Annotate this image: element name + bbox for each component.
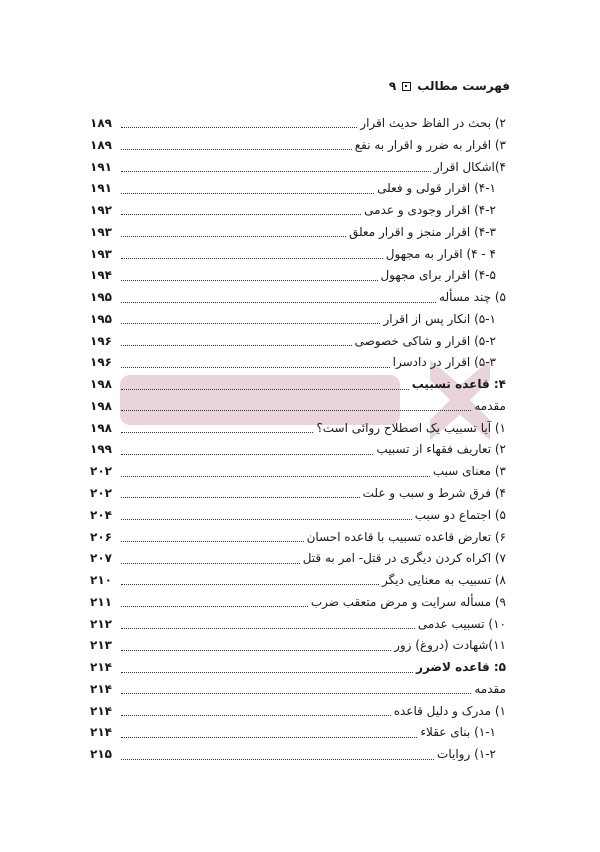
dot-leader bbox=[121, 236, 346, 237]
toc-entry-title: ۵-۳) اقرار در دادسرا bbox=[392, 355, 496, 370]
toc-entry-page: ۱۹۱ bbox=[90, 181, 112, 196]
dot-leader bbox=[121, 171, 431, 172]
toc-entry-page: ۱۹۸ bbox=[90, 420, 112, 435]
dot-leader bbox=[121, 541, 304, 542]
toc-entry-page: ۱۹۴ bbox=[90, 268, 112, 283]
toc-entry[interactable] bbox=[90, 701, 506, 723]
toc-entry[interactable] bbox=[90, 396, 506, 418]
toc-entry-page: ۲۰۷ bbox=[90, 551, 112, 566]
toc-entry-page: ۱۸۹ bbox=[90, 137, 112, 152]
dot-leader bbox=[121, 672, 413, 673]
toc-entry-title: ۴: قاعده تسبیب bbox=[411, 377, 506, 392]
toc-entry-title: ۵) چند مسأله bbox=[439, 290, 506, 305]
toc-entry[interactable] bbox=[90, 657, 506, 679]
toc-entry[interactable] bbox=[90, 418, 506, 440]
toc-entry-page: ۱۹۶ bbox=[90, 355, 112, 370]
toc-entry-page: ۱۹۳ bbox=[90, 246, 112, 261]
toc-entry[interactable] bbox=[90, 200, 506, 222]
toc-entry-page: ۱۹۸ bbox=[90, 398, 112, 413]
toc-entry-page: ۱۸۹ bbox=[90, 116, 112, 130]
toc-entry[interactable] bbox=[90, 592, 506, 614]
toc-entry-title: ۵) اجتماع دو سبب bbox=[414, 507, 506, 522]
toc-entry-title: ۴) فرق شرط و سبب و علت bbox=[362, 486, 506, 501]
toc-entry[interactable] bbox=[90, 505, 506, 527]
toc-entry-title: ۱) آیا تسبیب یک اصطلاح روائی است؟ bbox=[316, 420, 506, 435]
dot-leader bbox=[121, 258, 383, 259]
toc-entry-title: ۴ - ۴) اقرار به مجهول bbox=[385, 246, 496, 261]
toc-entry-title: ۵-۲) اقرار و شاکی خصوصی bbox=[354, 333, 496, 348]
toc-entry-title: ۳) اقرار به ضرر و اقرار به نفع bbox=[354, 137, 506, 152]
toc-entry[interactable] bbox=[90, 113, 506, 135]
toc-entry-title: ۵-۱) انکار پس از اقرار bbox=[383, 311, 496, 326]
toc-entry[interactable] bbox=[90, 744, 506, 766]
dot-leader bbox=[121, 389, 409, 390]
toc-entry-page: ۱۹۵ bbox=[90, 311, 112, 326]
toc-entry-page: ۲۱۴ bbox=[90, 681, 112, 696]
toc-entry-title: ۱۰) تسبیب عدمی bbox=[417, 616, 506, 631]
toc-entry-page: ۲۱۲ bbox=[90, 616, 112, 631]
toc-entry-page: ۲۱۴ bbox=[90, 660, 112, 675]
dot-leader bbox=[121, 193, 374, 194]
toc-entry-page: ۲۰۶ bbox=[90, 529, 112, 544]
toc-entry-page: ۲۱۵ bbox=[90, 747, 112, 762]
toc-entry-page: ۱۹۹ bbox=[90, 442, 112, 457]
toc-entry-title: مقدمه bbox=[474, 398, 506, 413]
toc-entry[interactable] bbox=[90, 352, 506, 374]
square-ornament-icon bbox=[402, 82, 411, 91]
toc-entry-page: ۲۱۰ bbox=[90, 573, 112, 588]
dot-leader bbox=[121, 432, 313, 433]
dot-leader bbox=[121, 345, 352, 346]
toc-entry-page: ۲۱۴ bbox=[90, 725, 112, 740]
toc-entry[interactable] bbox=[90, 570, 506, 592]
toc-entry[interactable] bbox=[90, 157, 506, 179]
toc-entry-page: ۱۹۶ bbox=[90, 333, 112, 348]
toc-entry-title: ۸) تسبیب به معنایی دیگر bbox=[381, 573, 506, 588]
toc-entry[interactable] bbox=[90, 265, 506, 287]
dot-leader bbox=[121, 737, 417, 738]
toc-entry-page: ۱۹۸ bbox=[90, 377, 112, 392]
toc-entry-title: ۱-۱) بنای عقلاء bbox=[420, 725, 496, 740]
dot-leader bbox=[121, 759, 434, 760]
toc-entry[interactable] bbox=[90, 222, 506, 244]
toc-entry[interactable] bbox=[90, 722, 506, 744]
toc-entry-title: ۱-۲) روایات bbox=[437, 747, 496, 762]
toc-entry[interactable] bbox=[90, 309, 506, 331]
toc-entry-title: ۴-۱) اقرار قولی و فعلی bbox=[377, 181, 496, 196]
dot-leader bbox=[121, 497, 360, 498]
dot-leader bbox=[121, 367, 390, 368]
dot-leader bbox=[121, 563, 300, 564]
toc-entry-page: ۲۰۴ bbox=[90, 507, 112, 522]
toc-entry-page: ۲۱۱ bbox=[90, 594, 112, 609]
dot-leader bbox=[121, 519, 412, 520]
dot-leader bbox=[121, 323, 380, 324]
dot-leader bbox=[121, 693, 471, 694]
toc-entry[interactable] bbox=[90, 548, 506, 570]
dot-leader bbox=[121, 410, 471, 411]
page-header bbox=[389, 79, 510, 93]
header-page-number: ۹ bbox=[388, 79, 397, 93]
toc-entry-page: ۲۰۲ bbox=[90, 486, 112, 501]
toc-entry-title: ۴)اشکال اقرار bbox=[433, 159, 506, 174]
table-of-contents bbox=[90, 113, 506, 766]
toc-entry-page: ۲۱۴ bbox=[90, 703, 112, 718]
toc-entry-title: ۳) معنای سبب bbox=[432, 464, 506, 479]
header-title: فهرست مطالب bbox=[417, 79, 510, 93]
dot-leader bbox=[121, 454, 373, 455]
toc-entry-title: ۴-۵) اقرار برای مجهول bbox=[380, 268, 496, 283]
toc-entry[interactable] bbox=[90, 679, 506, 701]
toc-entry[interactable] bbox=[90, 483, 506, 505]
toc-entry-title: ۲) بحث در الفاظ حدیث اقرار bbox=[360, 116, 506, 130]
toc-entry[interactable] bbox=[90, 635, 506, 657]
toc-entry-page: ۲۱۳ bbox=[90, 638, 112, 653]
toc-entry-title: ۲) تعاریف فقهاء از تسبیب bbox=[376, 442, 506, 457]
dot-leader bbox=[121, 715, 391, 716]
toc-entry-title: ۴-۳) اقرار منجز و اقرار معلق bbox=[348, 224, 496, 239]
toc-entry-title: مقدمه bbox=[474, 681, 506, 696]
dot-leader bbox=[121, 280, 378, 281]
dot-leader bbox=[121, 628, 415, 629]
toc-entry-title: ۱) مدرک و دلیل قاعده bbox=[393, 703, 506, 718]
toc-entry[interactable] bbox=[90, 244, 506, 266]
dot-leader bbox=[121, 214, 361, 215]
toc-entry-title: ۵: قاعده لاضرر bbox=[416, 660, 506, 675]
dot-leader bbox=[121, 606, 308, 607]
toc-entry[interactable] bbox=[90, 178, 506, 200]
toc-entry[interactable] bbox=[90, 287, 506, 309]
toc-entry-title: ۱۱)شهادت (دروغ) زور bbox=[394, 638, 506, 653]
dot-leader bbox=[121, 650, 391, 651]
toc-entry[interactable] bbox=[90, 439, 506, 461]
toc-entry[interactable] bbox=[90, 614, 506, 636]
toc-entry[interactable] bbox=[90, 527, 506, 549]
dot-leader bbox=[121, 476, 430, 477]
toc-entry-page: ۱۹۱ bbox=[90, 159, 112, 174]
toc-entry[interactable] bbox=[90, 331, 506, 353]
dot-leader bbox=[121, 127, 357, 128]
toc-entry-page: ۱۹۳ bbox=[90, 224, 112, 239]
toc-entry-page: ۱۹۵ bbox=[90, 290, 112, 305]
toc-entry-page: ۲۰۲ bbox=[90, 464, 112, 479]
toc-entry[interactable] bbox=[90, 135, 506, 157]
dot-leader bbox=[121, 302, 436, 303]
toc-entry-title: ۷) اکراه کردن دیگری در قتل- امر به قتل bbox=[302, 551, 506, 566]
dot-leader bbox=[121, 584, 379, 585]
toc-entry-page: ۱۹۲ bbox=[90, 203, 112, 218]
toc-entry-title: ۶) تعارض قاعده تسبیب با قاعده احسان bbox=[306, 529, 506, 544]
toc-entry[interactable] bbox=[90, 374, 506, 396]
dot-leader bbox=[121, 149, 352, 150]
toc-entry-title: ۹) مسأله سرایت و مرض متعقب ضرب bbox=[310, 594, 506, 609]
toc-entry[interactable] bbox=[90, 461, 506, 483]
toc-entry-title: ۴-۲) اقرار وجودی و عدمی bbox=[364, 203, 496, 218]
